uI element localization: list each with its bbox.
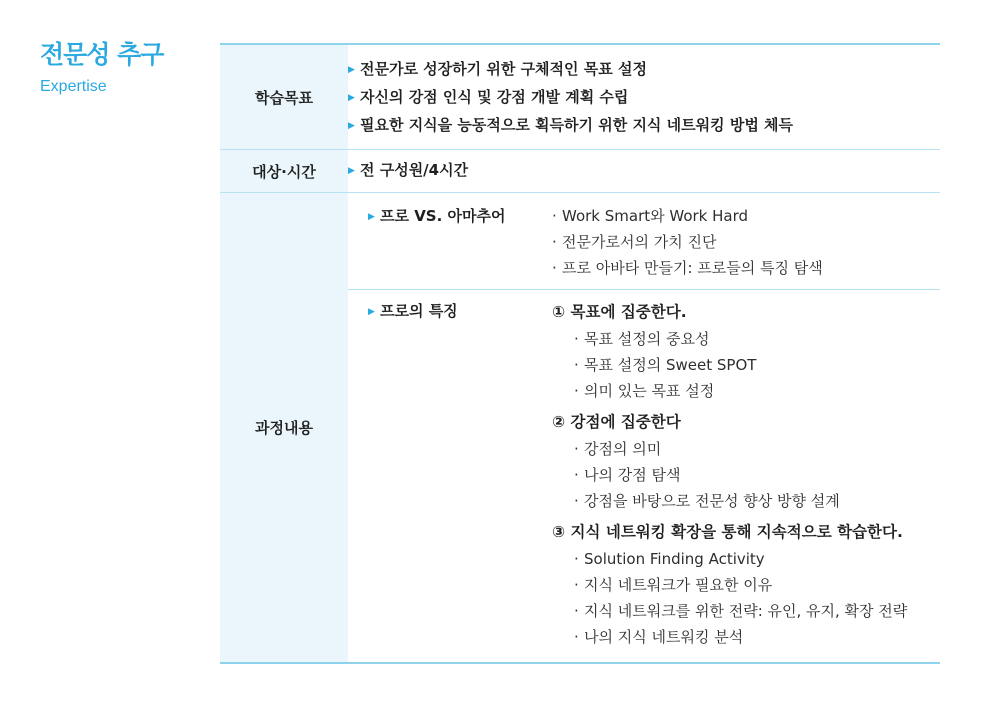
- list-item: · 지식 네트워크를 위한 전략: 유인, 유지, 확장 전략: [574, 602, 908, 620]
- list-item: · 전문가로서의 가치 진단: [552, 233, 717, 251]
- list-item: · 의미 있는 목표 설정: [574, 382, 715, 400]
- list-item: · 지식 네트워크가 필요한 이유: [574, 576, 773, 594]
- content-body: [348, 193, 940, 662]
- module-title: ▶ 프로 VS. 아마추어: [368, 203, 552, 281]
- section-title-korean: 전문성 추구: [40, 40, 164, 69]
- triangle-right-icon: ▶: [368, 212, 375, 222]
- section-heading: ② 강점에 집중한다: [552, 413, 681, 431]
- section-title: [40, 40, 163, 96]
- list-item: · Solution Finding Activity: [574, 550, 765, 568]
- list-item: · 목표 설정의 Sweet SPOT: [574, 356, 757, 374]
- list-item: · 강점의 의미: [574, 440, 662, 458]
- module-pro-traits: [348, 290, 940, 662]
- list-item: · 강점을 바탕으로 전문성 향상 방향 설계: [574, 492, 840, 510]
- section-strength-focus: [552, 408, 940, 514]
- goal-item: ▶ 자신의 강점 인식 및 강점 개발 계획 수립: [348, 84, 940, 112]
- list-item: · 목표 설정의 중요성: [574, 330, 710, 348]
- list-item: · 프로 아바타 만들기: 프로들의 특징 탐색: [552, 259, 823, 277]
- module-detail: [552, 203, 940, 281]
- section-heading: ③ 지식 네트워킹 확장을 통해 지속적으로 학습한다.: [552, 523, 903, 541]
- triangle-right-icon: ▶: [348, 93, 355, 103]
- triangle-right-icon: ▶: [348, 166, 355, 176]
- list-item: · 나의 강점 탐색: [574, 466, 681, 484]
- course-table: [220, 43, 940, 664]
- module-title: ▶ 프로의 특징: [368, 298, 552, 654]
- module-detail: [552, 298, 940, 654]
- triangle-right-icon: ▶: [348, 65, 355, 75]
- list-item: · Work Smart와 Work Hard: [552, 207, 749, 225]
- goal-item: ▶ 필요한 지식을 능동적으로 획득하기 위한 지식 네트워킹 방법 체득: [348, 112, 940, 140]
- content-row-header: 과정내용: [220, 193, 348, 662]
- goal-row-header: 학습목표: [220, 45, 348, 149]
- target-value: ▶ 전 구성원/4시간: [348, 150, 940, 192]
- content-row: [220, 193, 940, 662]
- triangle-right-icon: ▶: [348, 121, 355, 131]
- section-goal-focus: [552, 298, 940, 404]
- goal-row: [220, 45, 940, 150]
- section-heading: ① 목표에 집중한다.: [552, 303, 687, 321]
- goal-list: [348, 45, 940, 149]
- triangle-right-icon: ▶: [368, 307, 375, 317]
- section-title-english: Expertise: [40, 78, 107, 95]
- list-item: · 나의 지식 네트워킹 분석: [574, 628, 744, 646]
- section-knowledge-networking: [552, 518, 940, 650]
- module-pro-vs-amateur: [348, 193, 940, 290]
- goal-item: ▶ 전문가로 성장하기 위한 구체적인 목표 설정: [348, 56, 940, 84]
- target-row-header: 대상·시간: [220, 150, 348, 192]
- target-row: [220, 150, 940, 193]
